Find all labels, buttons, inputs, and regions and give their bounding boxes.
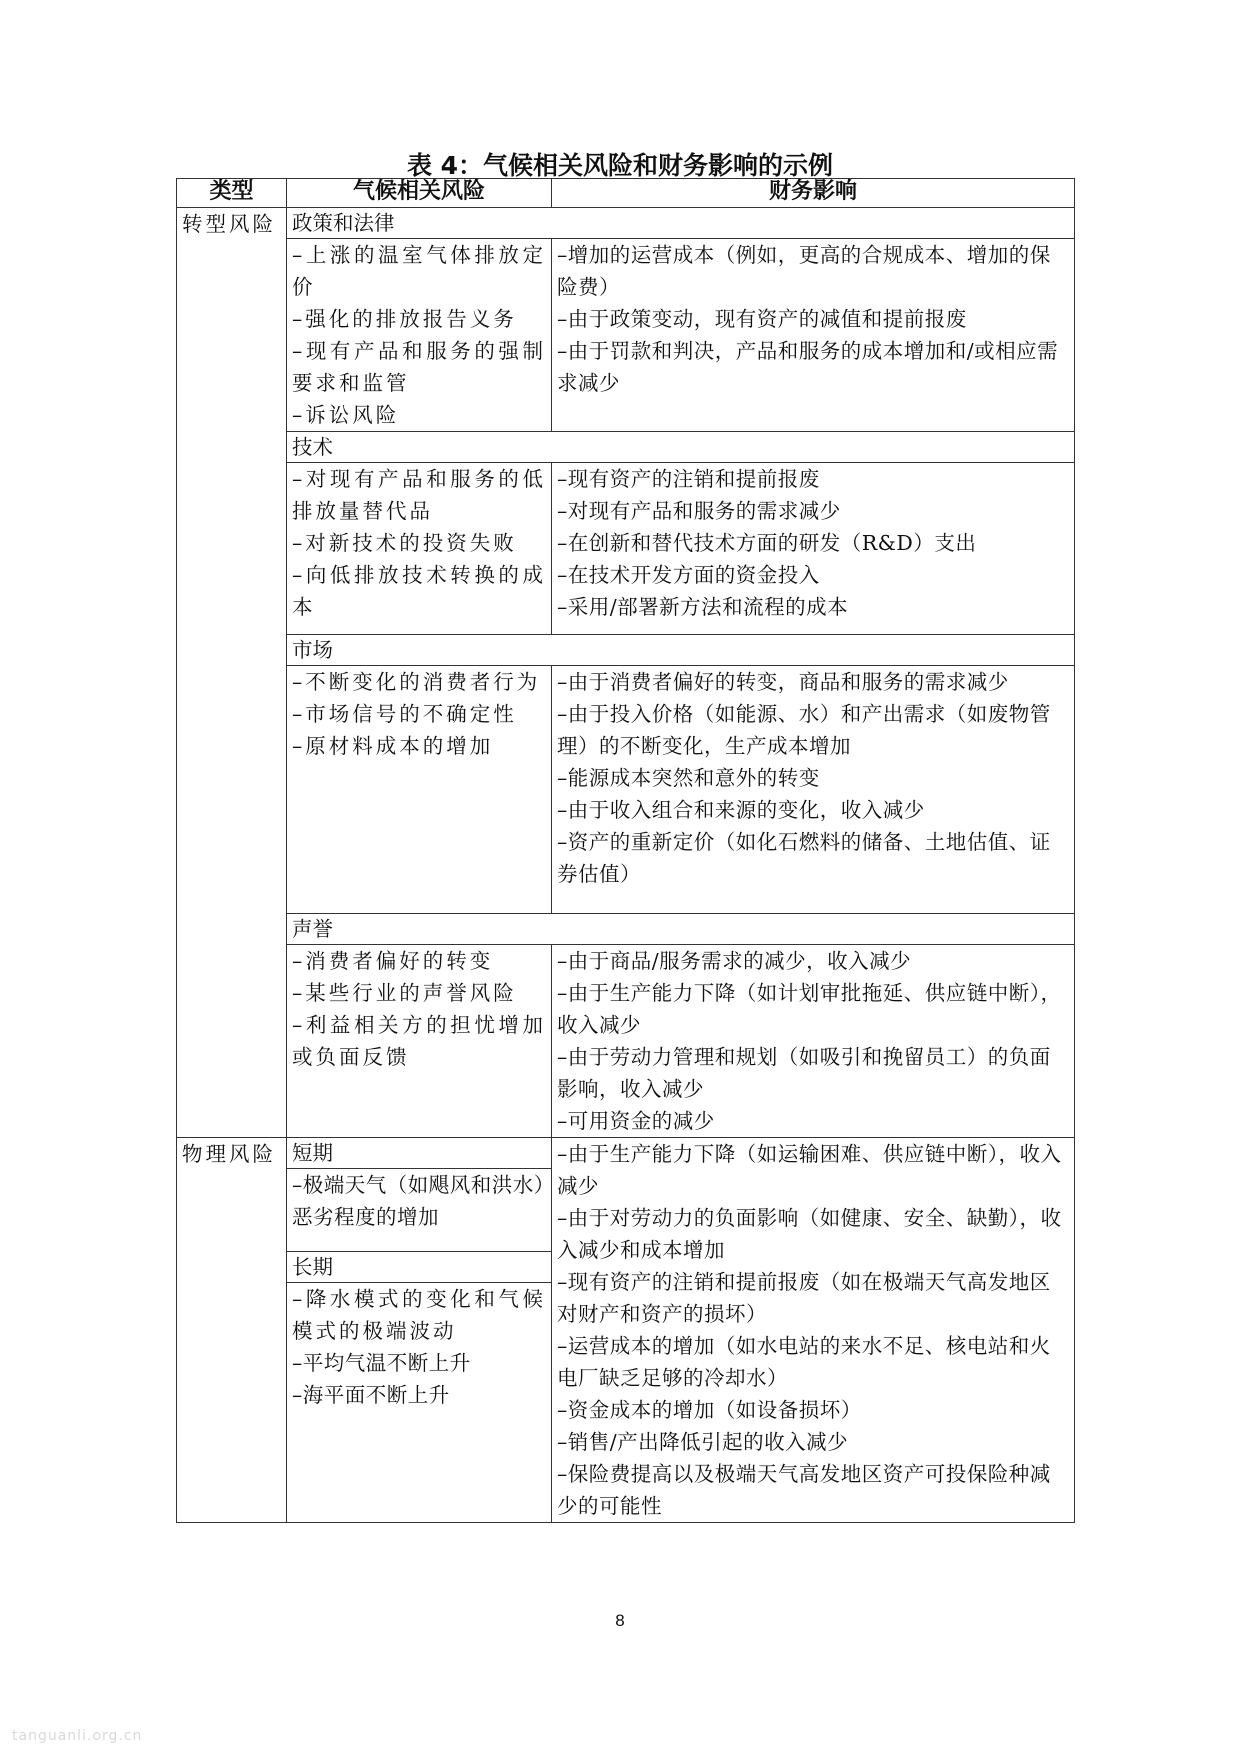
- impact-item: –现有资产的注销和提前报废（如在极端天气高发地区对财产和资产的损坏）: [557, 1270, 1051, 1326]
- risk-item: –消费者偏好的转变: [292, 949, 494, 973]
- impact-item: –由于政策变动，现有资产的减值和提前报废: [557, 307, 967, 331]
- impact-item: –增加的运营成本（例如，更高的合规成本、增加的保险费）: [557, 243, 1051, 299]
- header-row: [177, 179, 1075, 208]
- impact-item: –由于消费者偏好的转变，商品和服务的需求减少: [557, 670, 1009, 694]
- table-title: 表 4：气候相关风险和财务影响的示例: [406, 151, 834, 180]
- impact-item: –能源成本突然和意外的转变: [557, 766, 820, 790]
- impact-item: –采用/部署新方法和流程的成本: [557, 595, 849, 619]
- impact-item: –资金成本的增加（如设备损坏）: [557, 1398, 862, 1422]
- impact-item: –由于商品/服务需求的减少，收入减少: [557, 949, 912, 973]
- impacts-physical: [552, 1138, 1075, 1523]
- risk-item: –对新技术的投资失败: [292, 531, 517, 555]
- risk-item: –向低排放技术转换的成本: [292, 563, 546, 619]
- risk-item: –极端天气（如飓风和洪水）恶劣程度的增加: [292, 1173, 545, 1229]
- impacts-policy: [552, 239, 1075, 432]
- group-label-policy: 政策和法律: [287, 208, 1075, 239]
- risk-item: –强化的排放报告义务: [292, 307, 517, 331]
- risks-acute: [287, 1169, 552, 1252]
- page-number: 8: [615, 1611, 625, 1630]
- climate-risk-table: [176, 178, 1075, 1523]
- risks-policy: [287, 239, 552, 432]
- group-label-chronic: 长期: [287, 1252, 552, 1283]
- impacts-market: [552, 666, 1075, 914]
- group-label-reputation: 声誉: [287, 914, 1075, 945]
- impacts-technology: [552, 463, 1075, 635]
- header-type: 类型: [177, 179, 287, 208]
- risk-item: –现有产品和服务的强制要求和监管: [292, 339, 546, 395]
- group-label-acute: 短期: [287, 1138, 552, 1169]
- impact-item: –由于收入组合和来源的变化，收入减少: [557, 798, 925, 822]
- risks-market: [287, 666, 552, 914]
- header-risk: 气候相关风险: [287, 179, 552, 208]
- impact-item: –在技术开发方面的资金投入: [557, 563, 820, 587]
- impact-item: –运营成本的增加（如水电站的来水不足、核电站和火电厂缺乏足够的冷却水）: [557, 1334, 1051, 1390]
- risks-reputation: [287, 945, 552, 1138]
- impacts-reputation: [552, 945, 1075, 1138]
- risk-item: –平均气温不断上升: [292, 1351, 471, 1375]
- impact-item: –保险费提高以及极端天气高发地区资产可投保险种减少的可能性: [557, 1462, 1051, 1518]
- impact-item: –在创新和替代技术方面的研发（R&D）支出: [557, 531, 977, 555]
- risk-item: –原材料成本的增加: [292, 734, 494, 758]
- impact-item: –由于生产能力下降（如运输困难、供应链中断），收入减少: [557, 1142, 1062, 1198]
- impact-item: –由于投入价格（如能源、水）和产出需求（如废物管理）的不断变化，生产成本增加: [557, 702, 1051, 758]
- risk-item: –不断变化的消费者行为: [292, 670, 541, 694]
- impact-item: –由于罚款和判决，产品和服务的成本增加和/或相应需求减少: [557, 339, 1059, 395]
- risk-item: –海平面不断上升: [292, 1383, 450, 1407]
- impact-item: –对现有产品和服务的需求减少: [557, 499, 841, 523]
- group-label-technology: 技术: [287, 432, 1075, 463]
- impact-item: –销售/产出降低引起的收入减少: [557, 1430, 849, 1454]
- impact-item: –现有资产的注销和提前报废: [557, 467, 820, 491]
- risk-item: –降水模式的变化和气候模式的极端波动: [292, 1287, 546, 1343]
- impact-item: –资产的重新定价（如化石燃料的储备、土地估值、证券估值）: [557, 830, 1051, 886]
- risk-item: –某些行业的声誉风险: [292, 981, 517, 1005]
- risks-chronic: [287, 1283, 552, 1523]
- type-physical: 物理风险: [177, 1138, 287, 1523]
- risks-technology: [287, 463, 552, 635]
- impact-item: –由于对劳动力的负面影响（如健康、安全、缺勤），收入减少和成本增加: [557, 1206, 1062, 1262]
- impact-item: –由于劳动力管理和规划（如吸引和挽留员工）的负面影响，收入减少: [557, 1045, 1051, 1101]
- risk-item: –诉讼风险: [292, 403, 400, 427]
- risk-item: –市场信号的不确定性: [292, 702, 517, 726]
- group-label-market: 市场: [287, 635, 1075, 666]
- impact-item: –可用资金的减少: [557, 1109, 715, 1133]
- risk-item: –上涨的温室气体排放定价: [292, 243, 546, 299]
- type-transition: 转型风险: [177, 208, 287, 1138]
- impact-item: –由于生产能力下降（如计划审批拖延、供应链中断），收入减少: [557, 981, 1062, 1037]
- header-impact: 财务影响: [552, 179, 1075, 208]
- risk-item: –利益相关方的担忧增加或负面反馈: [292, 1013, 546, 1069]
- watermark: tanguanli.org.cn: [12, 1728, 143, 1744]
- risk-item: –对现有产品和服务的低排放量替代品: [292, 467, 546, 523]
